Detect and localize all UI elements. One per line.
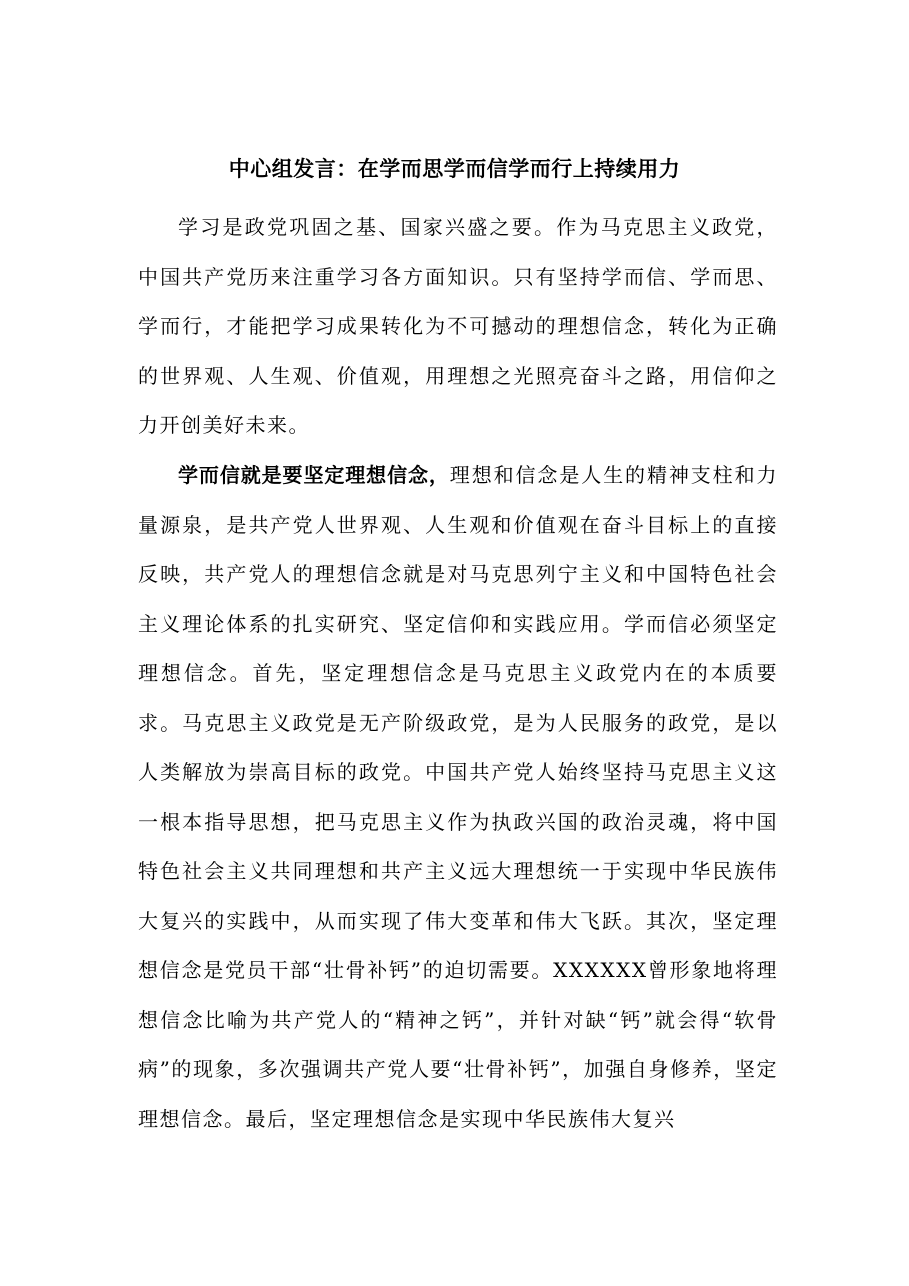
- paragraph-intro: [138, 203, 778, 451]
- paragraph-learning-belief: [138, 451, 778, 1144]
- paragraph-lead-heading: 学而信就是要坚定理想信念，: [178, 463, 450, 487]
- paragraph-learning-belief-text: 理想和信念是人生的精神支柱和力量源泉，是共产党人世界观、人生观和价值观在奋斗目标上的直接反映，共产党人的理想信念就是对马克思列宁主义和中国特色社会主义理论体系的扎实研究、坚定信仰和实践应用。学而信必须坚定理想信念。首先，坚定理想信念是马克思主义政党内在的本质要求。马克思主义政党是无产阶级政党，是为人民服务的政党，是以人类解放为崇高目标的政党。中国共产党人始终坚持马克思主义这一根本指导思想，把马克思主义作为执政兴国的政治灵魂，将中国特色社会主义共同理想和共产主义远大理想统一于实现中华民族伟大复兴的实践中，从而实现了伟大变革和伟大飞跃。其次，坚定理想信念是党员干部“壮骨补钙”的迫切需要。XXXXXX曾形象地将理想信念比喻为共产党人的“精神之钙”，并针对缺“钙”就会得“软骨病”的现象，多次强调共产党人要“壮骨补钙”，加强自身修养，坚定理想信念。最后，坚定理想信念是实现中华民族伟大复兴: [138, 463, 779, 1131]
- paragraph-intro-text: 学习是政党巩固之基、国家兴盛之要。作为马克思主义政党，中国共产党历来注重学习各方面知识。只有坚持学而信、学而思、学而行，才能把学习成果转化为不可撼动的理想信念，转化为正确的世界观、人生观、价值观，用理想之光照亮奋斗之路，用信仰之力开创美好未来。: [138, 215, 778, 437]
- document-title: 中心组发言：在学而思学而信学而行上持续用力: [228, 157, 681, 181]
